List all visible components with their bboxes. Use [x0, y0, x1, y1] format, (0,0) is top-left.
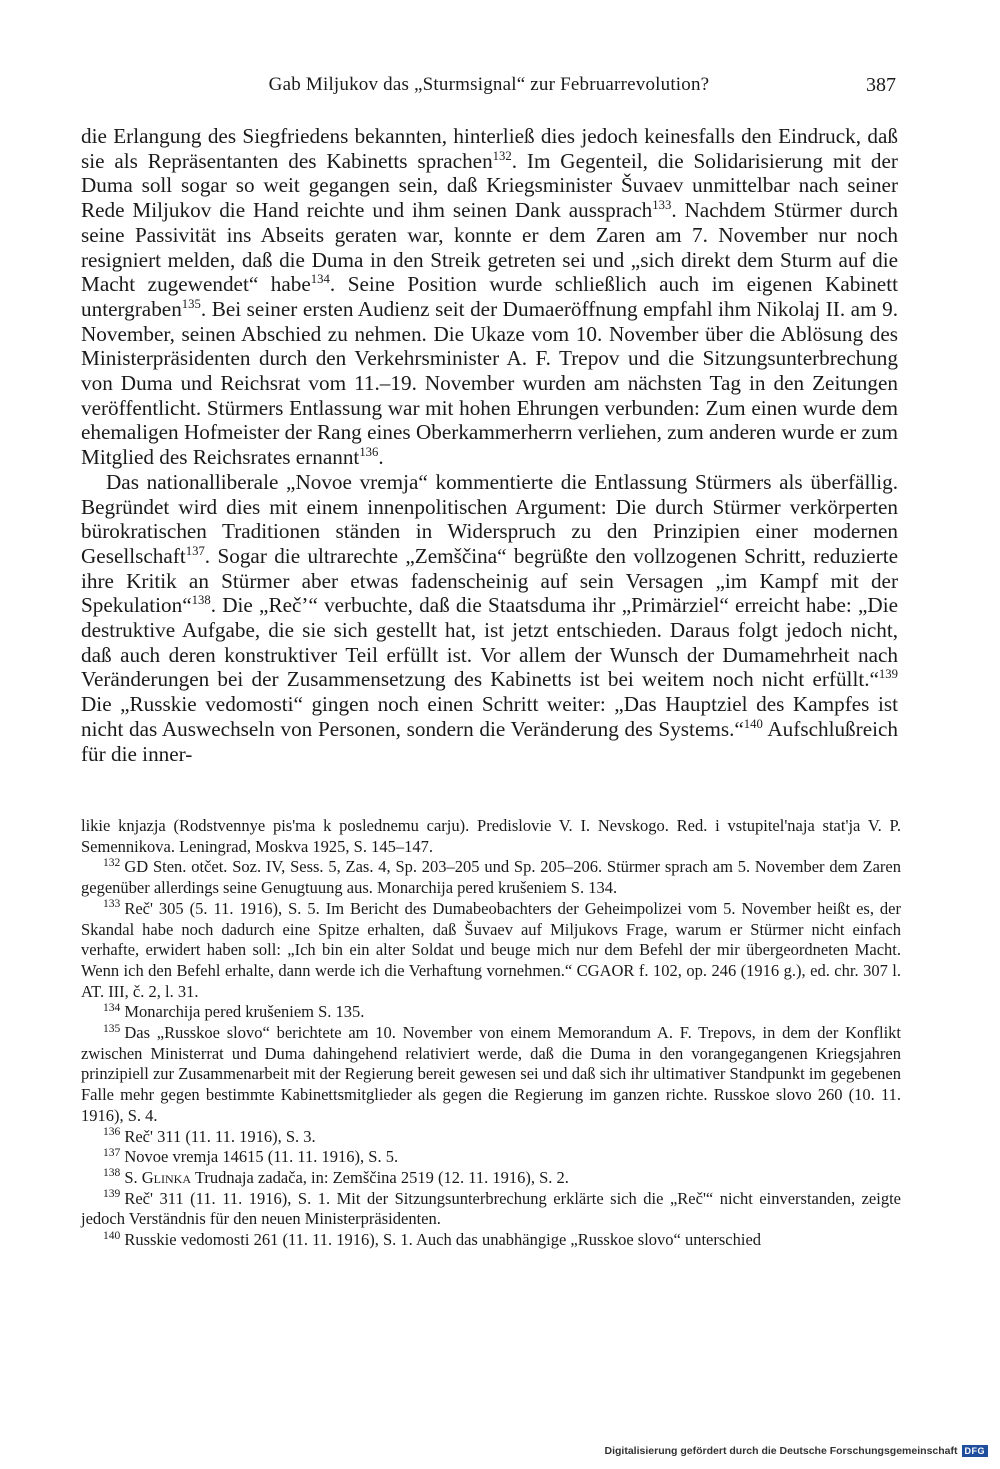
footnote-ref[interactable]: 138	[191, 593, 211, 608]
footnote-ref[interactable]: 133	[652, 198, 672, 213]
footnote-132: $^{132}$ GD Sten. otčet. Soz. IV, Sess. 5, Zas. 4, Sp. 203–205 und Sp. 205–206. Stürmer sprach am 5. November dem Zaren gegenüber allerdings seine Genugtuung aus. Monarchija pered krušeniem S. 134.	[81, 856, 901, 898]
author-name: S. Glinka	[124, 1167, 191, 1187]
footnote-134: $^{134}$ Monarchija pered krušeniem S. 135.	[103, 1001, 365, 1022]
main-text	[81, 124, 898, 766]
dfg-logo: DFG	[962, 1445, 989, 1457]
page-header	[80, 74, 898, 104]
paragraph-2: Das nationalliberale „Novoe vremja“ kommentierte die Entlassung Stürmers als überfällig. Begründet wird dies mit einem innenpolitischen Argument: Die durch Stürmer verkörperten bürokratischen Traditionen ständen in Widerspruch zu den Prinzipien einer modernen Gesellschaft$^{137}$. Sogar die ultrarechte „Zemščina“ begrüßte den vollzogenen Schritt, reduzierte ihre Kritik an Stürmer aber etwas fadenscheinig auf sein Versagen „im Kampf mit der Spekulation“$^{138}$. Die „Reč’“ verbuchte, daß die Staatsduma ihr „Primärziel“ erreicht habe: „Die destruktive Aufgabe, die sie sich gestellt hat, ist jetzt entschieden. Daraus folgt jedoch nicht, daß auch deren konstruktiver Teil erfüllt ist. Vor allem der Wunsch der Dumamehrheit nach Veränderungen bei der Zusammensetzung des Kabinetts ist bei weitem noch nicht erfüllt.“$^{139}$ Die „Russkie vedomosti“ gingen noch einen Schritt weiter: „Das Hauptziel des Kampfes ist nicht das Auswechseln von Personen, sondern die Veränderung des Systems.“$^{140}$ Aufschlußreich für die inner-	[81, 469, 898, 766]
page-number: 387	[866, 74, 896, 96]
digitization-notice	[605, 1445, 988, 1457]
footnote-ref[interactable]: 132	[492, 148, 512, 163]
footnote-ref[interactable]: 136	[359, 445, 379, 460]
digitization-text: Digitalisierung gefördert durch die Deutsche Forschungsgemeinschaft	[604, 1445, 958, 1457]
footnotes	[81, 816, 901, 1251]
footnote-138: $^{138}$ S. Glinka Trudnaja zadača, in: Zemščina 2519 (12. 11. 1916), S. 2.	[103, 1167, 569, 1187]
footnote-135: $^{135}$ Das „Russkoe slovo“ berichtete am 10. November von einem Memorandum A. F. Trepovs, in dem der Konflikt zwischen Ministerrat und Duma dahingehend relativiert werde, daß die Duma in den vorangegangenen Kriegsjahren prinzipiell zur Zusammenarbeit mit der Regierung bereit gewesen sei und daß sich ihr ultimativer Standpunkt im gegebenen Falle mehr gegen bestimmte Kabinettsmitglieder als gegen die Regierung im ganzen richte. Russkoe slovo 260 (10. 11. 1916), S. 4.	[81, 1022, 901, 1125]
running-title: Gab Miljukov das „Sturmsignal“ zur Februarrevolution?	[268, 74, 710, 95]
footnote-136: $^{136}$ Reč' 311 (11. 11. 1916), S. 3.	[103, 1126, 316, 1146]
paragraph-1: die Erlangung des Siegfriedens bekannten, hinterließ dies jedoch keinesfalls den Eindruck, daß sie als Repräsentanten des Kabinetts sprachen$^{132}$. Im Gegenteil, die Solidarisierung mit der Duma soll sogar so weit gegangen sein, daß Kriegsminister Šuvaev unmittelbar nach seiner Rede Miljukov die Hand reichte und ihm seinen Dank aussprach$^{133}$. Nachdem Stürmer durch seine Passivität ins Abseits geraten war, konnte er dem Zaren am 7. November nur noch resigniert melden, daß die Duma in den Streik getreten sei und „sich direkt dem Sturm auf die Macht zugewendet“ habe$^{134}$. Seine Position wurde schließlich auch im eigenen Kabinett untergraben$^{135}$. Bei seiner ersten Audienz seit der Dumaeröffnung empfahl ihm Nikolaj II. am 9. November, seinen Abschied zu nehmen. Die Ukaze vom 10. November über die Ablösung des Ministerpräsidenten durch den Verkehrsminister A. F. Trepov und die Sitzungsunterbrechung von Duma und Reichsrat vom 11.–19. November wurden am nächsten Tag in den Zeitungen veröffentlicht. Stürmers Entlassung war mit hohen Ehrungen verbunden: Zum einen wurde dem ehemaligen Hofmeister der Rang eines Oberkammerherrn verliehen, zum anderen wurde er zum Mitglied des Reichsrates ernannt$^{136}$.	[81, 124, 898, 470]
footnote-ref[interactable]: 137	[185, 543, 205, 558]
footnote-140: $^{140}$ Russkie vedomosti 261 (11. 11. 1916), S. 1. Auch das unabhängige „Russkoe slovo“ unterschied	[103, 1229, 762, 1250]
footnote-continuation: likie knjazja (Rodstvennye pis'ma k poslednemu carju). Predislovie V. I. Nevskogo. Red. i vstupitel'naja stat'ja V. P. Semennikova. Leningrad, Moskva 1925, S. 145–147.	[81, 816, 901, 856]
footnote-139: $^{139}$ Reč' 311 (11. 11. 1916), S. 1. Mit der Sitzungsunterbrechung erklärte sich die „Reč'“ nicht einverstanden, zeigte jedoch Verständnis für den neuen Ministerpräsidenten.	[81, 1188, 901, 1229]
footnote-137: $^{137}$ Novoe vremja 14615 (11. 11. 1916), S. 5.	[103, 1146, 399, 1167]
footnote-133: $^{133}$ Reč' 305 (5. 11. 1916), S. 5. Im Bericht des Dumabeobachters der Geheimpolizei vom 5. November heißt es, der Skandal habe noch dadurch eine Spitze erhalten, daß Šuvaev auf Miljukovs Frage, warum er Stürmer nicht einfach verhafte, erwidert haben soll: „Ich bin ein alter Soldat und beuge mich nur dem Befehl der mir übergeordneten Macht. Wenn ich den Befehl erhalte, dann werde ich die Verhaftung vornehmen.“ CGAOR f. 102, op. 246 (1916 g.), ed. chr. 307 l. AT. III, č. 2, l. 31.	[81, 898, 901, 1001]
footnote-ref[interactable]: 140	[743, 716, 763, 731]
footnote-ref[interactable]: 134	[310, 272, 330, 287]
footnote-ref[interactable]: 139	[878, 667, 898, 682]
footnote-ref[interactable]: 135	[181, 296, 201, 311]
